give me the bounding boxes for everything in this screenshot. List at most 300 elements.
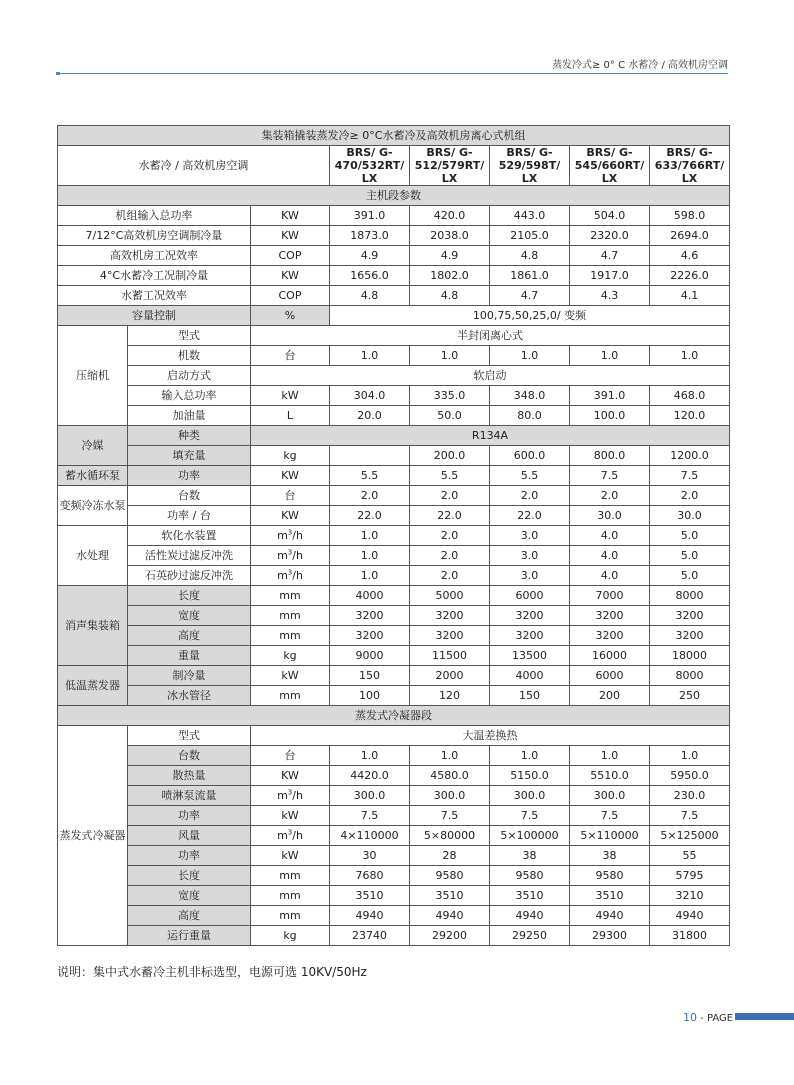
- table-row: [58, 626, 730, 646]
- value-cell: 7.5: [490, 806, 570, 826]
- model-name: BRS/ G-633/766RT/ LX: [654, 146, 725, 185]
- value-cell: 4580.0: [410, 766, 490, 786]
- value-cell: 50.0: [410, 406, 490, 426]
- value-cell: 100.0: [570, 406, 650, 426]
- row-label: 石英砂过滤反冲洗: [128, 566, 251, 586]
- row-label: 散热量: [128, 766, 251, 786]
- row-label: 功率: [128, 846, 251, 866]
- unit-cell: %: [251, 306, 330, 326]
- value-cell: 3.0: [490, 546, 570, 566]
- model-cell: [490, 146, 570, 186]
- value-cell: 1.0: [410, 346, 490, 366]
- value-cell: 1.0: [650, 746, 730, 766]
- unit-cell: 台: [251, 346, 330, 366]
- value-cell: 7000: [570, 586, 650, 606]
- value-cell: 1.0: [410, 746, 490, 766]
- unit-superscript: 3: [287, 548, 293, 557]
- value-cell: 7680: [330, 866, 410, 886]
- row-label: 运行重量: [128, 926, 251, 946]
- value-cell: 100: [330, 686, 410, 706]
- table-row: [58, 526, 730, 546]
- table-row: [58, 746, 730, 766]
- unit-prefix: m: [277, 829, 288, 842]
- unit-cell: [251, 546, 330, 566]
- unit-cell: [251, 566, 330, 586]
- row-label: 宽度: [128, 886, 251, 906]
- unit-superscript: 3: [287, 828, 293, 837]
- value-cell: 300.0: [330, 786, 410, 806]
- value-cell: 30.0: [650, 506, 730, 526]
- value-cell: 348.0: [490, 386, 570, 406]
- table-row: [58, 386, 730, 406]
- spec-table: [57, 125, 730, 946]
- value-cell: 4×110000: [330, 826, 410, 846]
- row-label: 启动方式: [128, 366, 251, 386]
- value-cell: 5×125000: [650, 826, 730, 846]
- value-cell: 3.0: [490, 526, 570, 546]
- value-cell: 大温差换热: [251, 726, 730, 746]
- value-cell: 1.0: [490, 346, 570, 366]
- row-label: 台数: [128, 746, 251, 766]
- row-label: 7/12°C高效机房空调制冷量: [58, 226, 251, 246]
- unit-cell: KW: [251, 506, 330, 526]
- row-label: 长度: [128, 586, 251, 606]
- value-cell: 7.5: [650, 466, 730, 486]
- value-cell: 598.0: [650, 206, 730, 226]
- value-cell: 5.5: [330, 466, 410, 486]
- value-cell: 300.0: [570, 786, 650, 806]
- table-row: [58, 686, 730, 706]
- value-cell: 9000: [330, 646, 410, 666]
- value-cell: 29250: [490, 926, 570, 946]
- value-cell: 5000: [410, 586, 490, 606]
- value-cell: 2.0: [410, 566, 490, 586]
- value-cell: 4940: [410, 906, 490, 926]
- value-cell: 7.5: [570, 466, 650, 486]
- value-cell: 3210: [650, 886, 730, 906]
- unit-prefix: m: [277, 569, 288, 582]
- value-cell: 30: [330, 846, 410, 866]
- value-cell: 800.0: [570, 446, 650, 466]
- model-name: BRS/ G-545/660RT/ LX: [574, 146, 645, 185]
- table-row: [58, 466, 730, 486]
- table-row: [58, 806, 730, 826]
- model-name: BRS/ G-529/598T/ LX: [498, 146, 561, 185]
- table-row: [58, 126, 730, 146]
- value-cell: 3200: [570, 626, 650, 646]
- group-label: 蒸发式冷凝器: [58, 726, 128, 946]
- table-row: [58, 346, 730, 366]
- group-label: 蓄水循环泵: [58, 466, 128, 486]
- value-cell: 443.0: [490, 206, 570, 226]
- row-label: 软化水装置: [128, 526, 251, 546]
- value-cell: 5×110000: [570, 826, 650, 846]
- model-group-label: 水蓄冷 / 高效机房空调: [58, 146, 330, 186]
- page-number: [683, 1011, 733, 1024]
- value-cell: 80.0: [490, 406, 570, 426]
- value-cell: 1.0: [570, 746, 650, 766]
- table-row: [58, 366, 730, 386]
- table-row: [58, 286, 730, 306]
- table-row: [58, 646, 730, 666]
- table-row: [58, 726, 730, 746]
- value-cell: 8000: [650, 666, 730, 686]
- unit-cell: mm: [251, 586, 330, 606]
- value-cell: 38: [490, 846, 570, 866]
- row-label: 高效机房工况效率: [58, 246, 251, 266]
- value-cell: 304.0: [330, 386, 410, 406]
- row-label: 重量: [128, 646, 251, 666]
- row-label: 台数: [128, 486, 251, 506]
- value-cell: 11500: [410, 646, 490, 666]
- table-row: [58, 906, 730, 926]
- unit-superscript: 3: [287, 528, 293, 537]
- value-cell: 3510: [570, 886, 650, 906]
- unit-suffix: /h: [292, 569, 303, 582]
- group-label: 压缩机: [58, 326, 128, 426]
- page-number-value: 10: [683, 1011, 697, 1024]
- value-cell: 3200: [570, 606, 650, 626]
- value-cell: 2.0: [650, 486, 730, 506]
- value-cell: 2226.0: [650, 266, 730, 286]
- value-cell: 9580: [410, 866, 490, 886]
- row-label: 型式: [128, 326, 251, 346]
- table-row: [58, 826, 730, 846]
- unit-cell: mm: [251, 886, 330, 906]
- value-cell: 22.0: [490, 506, 570, 526]
- row-label: 型式: [128, 726, 251, 746]
- value-cell: 2.0: [570, 486, 650, 506]
- model-name: BRS/ G-470/532RT/ LX: [334, 146, 405, 185]
- row-label: 制冷量: [128, 666, 251, 686]
- value-cell: 22.0: [410, 506, 490, 526]
- value-cell: 4.3: [570, 286, 650, 306]
- value-cell: 2.0: [490, 486, 570, 506]
- row-label: 高度: [128, 906, 251, 926]
- row-label: 风量: [128, 826, 251, 846]
- value-cell: 23740: [330, 926, 410, 946]
- table-title: 集装箱撬装蒸发冷≥ 0°C水蓄冷及高效机房离心式机组: [58, 126, 730, 146]
- value-cell: 3200: [650, 606, 730, 626]
- value-cell: 4.9: [410, 246, 490, 266]
- value-cell: 4.0: [570, 546, 650, 566]
- table-row: [58, 326, 730, 346]
- unit-cell: COP: [251, 286, 330, 306]
- value-cell: 1.0: [490, 746, 570, 766]
- value-cell: 5×80000: [410, 826, 490, 846]
- table-row: [58, 486, 730, 506]
- value-cell: 4940: [490, 906, 570, 926]
- value-cell: 6000: [570, 666, 650, 686]
- value-cell: 7.5: [650, 806, 730, 826]
- unit-suffix: /h: [292, 789, 303, 802]
- row-label: 高度: [128, 626, 251, 646]
- header-divider: [57, 73, 728, 74]
- unit-cell: KW: [251, 206, 330, 226]
- value-cell: 1873.0: [330, 226, 410, 246]
- value-cell: 3200: [650, 626, 730, 646]
- value-cell: 4.8: [410, 286, 490, 306]
- row-label: 4°C水蓄冷工况制冷量: [58, 266, 251, 286]
- value-cell: 3510: [330, 886, 410, 906]
- value-cell: 3200: [410, 626, 490, 646]
- unit-suffix: /h: [292, 529, 303, 542]
- table-row: [58, 206, 730, 226]
- value-cell: 5150.0: [490, 766, 570, 786]
- unit-cell: kW: [251, 666, 330, 686]
- value-cell: 7.5: [570, 806, 650, 826]
- value-cell: 150: [330, 666, 410, 686]
- unit-cell: [251, 826, 330, 846]
- value-cell: 4.8: [330, 286, 410, 306]
- value-cell: 1.0: [330, 546, 410, 566]
- value-cell: 4940: [650, 906, 730, 926]
- unit-cell: mm: [251, 866, 330, 886]
- section-heading: 蒸发式冷凝器段: [58, 706, 730, 726]
- value-cell: 5510.0: [570, 766, 650, 786]
- unit-cell: KW: [251, 226, 330, 246]
- unit-cell: kW: [251, 386, 330, 406]
- value-cell: 4.9: [330, 246, 410, 266]
- value-cell: 5.0: [650, 526, 730, 546]
- value-cell: 18000: [650, 646, 730, 666]
- value-cell: 1.0: [330, 566, 410, 586]
- table-row: [58, 866, 730, 886]
- value-cell: 504.0: [570, 206, 650, 226]
- unit-cell: COP: [251, 246, 330, 266]
- value-cell: 3510: [410, 886, 490, 906]
- table-row: [58, 886, 730, 906]
- value-cell: 1861.0: [490, 266, 570, 286]
- row-label: 活性炭过滤反冲洗: [128, 546, 251, 566]
- value-cell: 100,75,50,25,0/ 变频: [330, 306, 730, 326]
- table-row: [58, 186, 730, 206]
- unit-cell: L: [251, 406, 330, 426]
- value-cell: 4000: [490, 666, 570, 686]
- table-row: [58, 766, 730, 786]
- value-cell: 20.0: [330, 406, 410, 426]
- value-cell: 120.0: [650, 406, 730, 426]
- unit-cell: mm: [251, 686, 330, 706]
- value-cell: 4420.0: [330, 766, 410, 786]
- unit-cell: 台: [251, 746, 330, 766]
- value-cell: 2320.0: [570, 226, 650, 246]
- model-cell: [330, 146, 410, 186]
- unit-prefix: m: [277, 529, 288, 542]
- value-cell: 9580: [570, 866, 650, 886]
- value-cell: 30.0: [570, 506, 650, 526]
- row-label: 输入总功率: [128, 386, 251, 406]
- value-cell: 1.0: [330, 746, 410, 766]
- value-cell: 2105.0: [490, 226, 570, 246]
- group-label: 冷媒: [58, 426, 128, 466]
- row-label: 容量控制: [58, 306, 251, 326]
- value-cell: 3200: [410, 606, 490, 626]
- unit-cell: mm: [251, 626, 330, 646]
- model-cell: [650, 146, 730, 186]
- row-label: 喷淋泵流量: [128, 786, 251, 806]
- model-cell: [570, 146, 650, 186]
- table-row: [58, 606, 730, 626]
- unit-superscript: 3: [287, 788, 293, 797]
- value-cell: 4.7: [570, 246, 650, 266]
- table-row: [58, 566, 730, 586]
- table-row: [58, 266, 730, 286]
- value-cell: 120: [410, 686, 490, 706]
- value-cell: 31800: [650, 926, 730, 946]
- value-cell: 5.5: [490, 466, 570, 486]
- value-cell: 2000: [410, 666, 490, 686]
- value-cell: 468.0: [650, 386, 730, 406]
- value-cell: 335.0: [410, 386, 490, 406]
- row-label: 冰水管径: [128, 686, 251, 706]
- value-cell: 300.0: [490, 786, 570, 806]
- unit-cell: KW: [251, 766, 330, 786]
- unit-cell: kg: [251, 926, 330, 946]
- value-cell: 420.0: [410, 206, 490, 226]
- value-cell: 8000: [650, 586, 730, 606]
- value-cell: 300.0: [410, 786, 490, 806]
- value-cell: 29200: [410, 926, 490, 946]
- group-label: 低温蒸发器: [58, 666, 128, 706]
- value-cell: 28: [410, 846, 490, 866]
- table-row: [58, 426, 730, 446]
- value-cell: 4000: [330, 586, 410, 606]
- value-cell: 4.6: [650, 246, 730, 266]
- header-accent: [56, 72, 60, 75]
- group-label: 消声集装箱: [58, 586, 128, 666]
- row-label: 水蓄工况效率: [58, 286, 251, 306]
- table-row: [58, 306, 730, 326]
- value-cell: 2.0: [410, 486, 490, 506]
- page-bar: [735, 1013, 794, 1020]
- value-cell: 38: [570, 846, 650, 866]
- value-cell: 4.7: [490, 286, 570, 306]
- value-cell: 391.0: [570, 386, 650, 406]
- value-cell: 13500: [490, 646, 570, 666]
- table-row: [58, 786, 730, 806]
- row-label: 功率: [128, 806, 251, 826]
- value-cell: 2038.0: [410, 226, 490, 246]
- unit-cell: 台: [251, 486, 330, 506]
- value-cell: 6000: [490, 586, 570, 606]
- table-row: [58, 926, 730, 946]
- row-label: 宽度: [128, 606, 251, 626]
- unit-cell: KW: [251, 266, 330, 286]
- group-label: 水处理: [58, 526, 128, 586]
- value-cell: 半封闭离心式: [251, 326, 730, 346]
- value-cell: 150: [490, 686, 570, 706]
- value-cell: 5950.0: [650, 766, 730, 786]
- model-cell: [410, 146, 490, 186]
- table-row: [58, 226, 730, 246]
- row-label: 加油量: [128, 406, 251, 426]
- table-row: [58, 546, 730, 566]
- value-cell: 5.5: [410, 466, 490, 486]
- header-text: 蒸发冷式≥ 0° C 水蓄冷 / 高效机房空调: [552, 60, 728, 71]
- section-heading: 主机段参数: [58, 186, 730, 206]
- value-cell: 5.0: [650, 546, 730, 566]
- value-cell: 200.0: [410, 446, 490, 466]
- model-name: BRS/ G-512/579RT/ LX: [414, 146, 485, 185]
- unit-cell: [251, 526, 330, 546]
- table-row: [58, 446, 730, 466]
- row-label: 种类: [128, 426, 251, 446]
- value-cell: 3200: [490, 606, 570, 626]
- value-cell: 3200: [330, 606, 410, 626]
- value-cell: 3.0: [490, 566, 570, 586]
- row-label: 功率: [128, 466, 251, 486]
- row-label: 长度: [128, 866, 251, 886]
- value-cell: 600.0: [490, 446, 570, 466]
- unit-superscript: 3: [287, 568, 293, 577]
- value-cell: 9580: [490, 866, 570, 886]
- table-row: [58, 146, 730, 186]
- value-cell: 1.0: [330, 346, 410, 366]
- unit-cell: KW: [251, 466, 330, 486]
- value-cell: R134A: [251, 426, 730, 446]
- unit-cell: mm: [251, 606, 330, 626]
- value-cell: 230.0: [650, 786, 730, 806]
- table-row: [58, 706, 730, 726]
- value-cell: 5×100000: [490, 826, 570, 846]
- value-cell: 4940: [570, 906, 650, 926]
- footnote: 说明：集中式水蓄冷主机非标选型，电源可选 10KV/50Hz: [57, 965, 367, 979]
- value-cell: 1200.0: [650, 446, 730, 466]
- value-cell: 7.5: [330, 806, 410, 826]
- value-cell: 2.0: [330, 486, 410, 506]
- value-cell: 2694.0: [650, 226, 730, 246]
- row-label: 填充量: [128, 446, 251, 466]
- value-cell: 软启动: [251, 366, 730, 386]
- value-cell: 1917.0: [570, 266, 650, 286]
- value-cell: 16000: [570, 646, 650, 666]
- unit-cell: kW: [251, 846, 330, 866]
- page-label: - PAGE: [697, 1013, 734, 1024]
- value-cell: 1656.0: [330, 266, 410, 286]
- unit-prefix: m: [277, 549, 288, 562]
- value-cell: 2.0: [410, 546, 490, 566]
- row-label: 机组输入总功率: [58, 206, 251, 226]
- unit-cell: kW: [251, 806, 330, 826]
- row-label: 机数: [128, 346, 251, 366]
- group-label: 变频冷冻水泵: [58, 486, 128, 526]
- value-cell: 391.0: [330, 206, 410, 226]
- value-cell: 1.0: [330, 526, 410, 546]
- row-label: 功率 / 台: [128, 506, 251, 526]
- table-row: [58, 666, 730, 686]
- value-cell: 1.0: [650, 346, 730, 366]
- value-cell: 1802.0: [410, 266, 490, 286]
- table-row: [58, 846, 730, 866]
- value-cell: 29300: [570, 926, 650, 946]
- unit-prefix: m: [277, 789, 288, 802]
- value-cell: 200: [570, 686, 650, 706]
- value-cell: 4940: [330, 906, 410, 926]
- value-cell: 250: [650, 686, 730, 706]
- unit-cell: kg: [251, 446, 330, 466]
- value-cell: 3510: [490, 886, 570, 906]
- value-cell: 4.0: [570, 566, 650, 586]
- unit-suffix: /h: [292, 549, 303, 562]
- value-cell: 7.5: [410, 806, 490, 826]
- value-cell: 5795: [650, 866, 730, 886]
- table-row: [58, 246, 730, 266]
- unit-cell: kg: [251, 646, 330, 666]
- value-cell: 22.0: [330, 506, 410, 526]
- value-cell: 4.0: [570, 526, 650, 546]
- table-row: [58, 506, 730, 526]
